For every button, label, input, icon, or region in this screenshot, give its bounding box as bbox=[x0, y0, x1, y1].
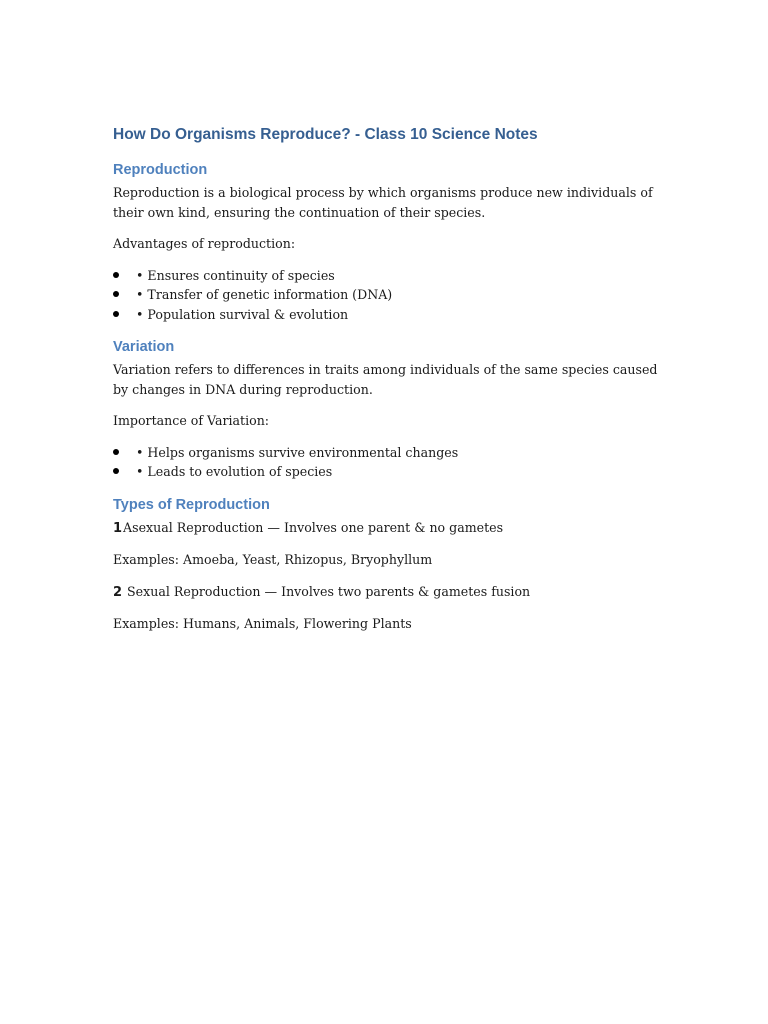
reproduction-advantages-list bbox=[113, 266, 658, 325]
reproduction-list-intro: Advantages of reproduction: bbox=[113, 236, 296, 251]
number-two-badge: 2 bbox=[113, 584, 123, 600]
list-item-text: • Leads to evolution of species bbox=[136, 464, 333, 479]
list-item bbox=[113, 462, 658, 482]
number-one-badge: 1 bbox=[113, 520, 123, 536]
section-heading-types: Types of Reproduction bbox=[113, 496, 270, 513]
list-item bbox=[113, 305, 658, 325]
section-heading-reproduction: Reproduction bbox=[113, 162, 208, 178]
sexual-reproduction-line bbox=[113, 582, 658, 603]
bullet-icon bbox=[113, 311, 119, 317]
variation-importance-list bbox=[113, 443, 658, 482]
list-item-text: • Transfer of genetic information (DNA) bbox=[136, 287, 393, 302]
list-item-text: • Population survival & evolution bbox=[136, 306, 349, 322]
bullet-icon bbox=[113, 291, 119, 297]
bullet-icon bbox=[113, 449, 119, 455]
bullet-icon bbox=[113, 272, 119, 278]
variation-list-intro: Importance of Variation: bbox=[113, 413, 270, 428]
document-title: How Do Organisms Reproduce? - Class 10 Science Notes bbox=[113, 126, 538, 143]
asexual-reproduction-text: Asexual Reproduction — Involves one parent & no gametes bbox=[123, 519, 504, 535]
list-item bbox=[113, 443, 658, 463]
sexual-reproduction-text: Sexual Reproduction — Involves two parents & gametes fusion bbox=[123, 583, 531, 599]
document-page bbox=[113, 124, 658, 646]
section-heading-variation: Variation bbox=[113, 339, 175, 355]
bullet-icon bbox=[113, 468, 119, 474]
list-item bbox=[113, 266, 658, 286]
list-item bbox=[113, 285, 658, 305]
asexual-reproduction-line bbox=[113, 518, 658, 539]
sexual-examples: Examples: Humans, Animals, Flowering Plants bbox=[113, 616, 412, 631]
variation-definition: Variation refers to differences in traits among individuals of the same species caused by changes in DNA during reproduction. bbox=[113, 362, 658, 397]
list-item-text: • Ensures continuity of species bbox=[136, 267, 335, 283]
list-item-text: • Helps organisms survive environmental changes bbox=[136, 444, 459, 460]
asexual-examples: Examples: Amoeba, Yeast, Rhizopus, Bryophyllum bbox=[113, 552, 433, 567]
reproduction-definition: Reproduction is a biological process by which organisms produce new individuals of their own kind, ensuring the continuation of their species. bbox=[113, 185, 653, 220]
